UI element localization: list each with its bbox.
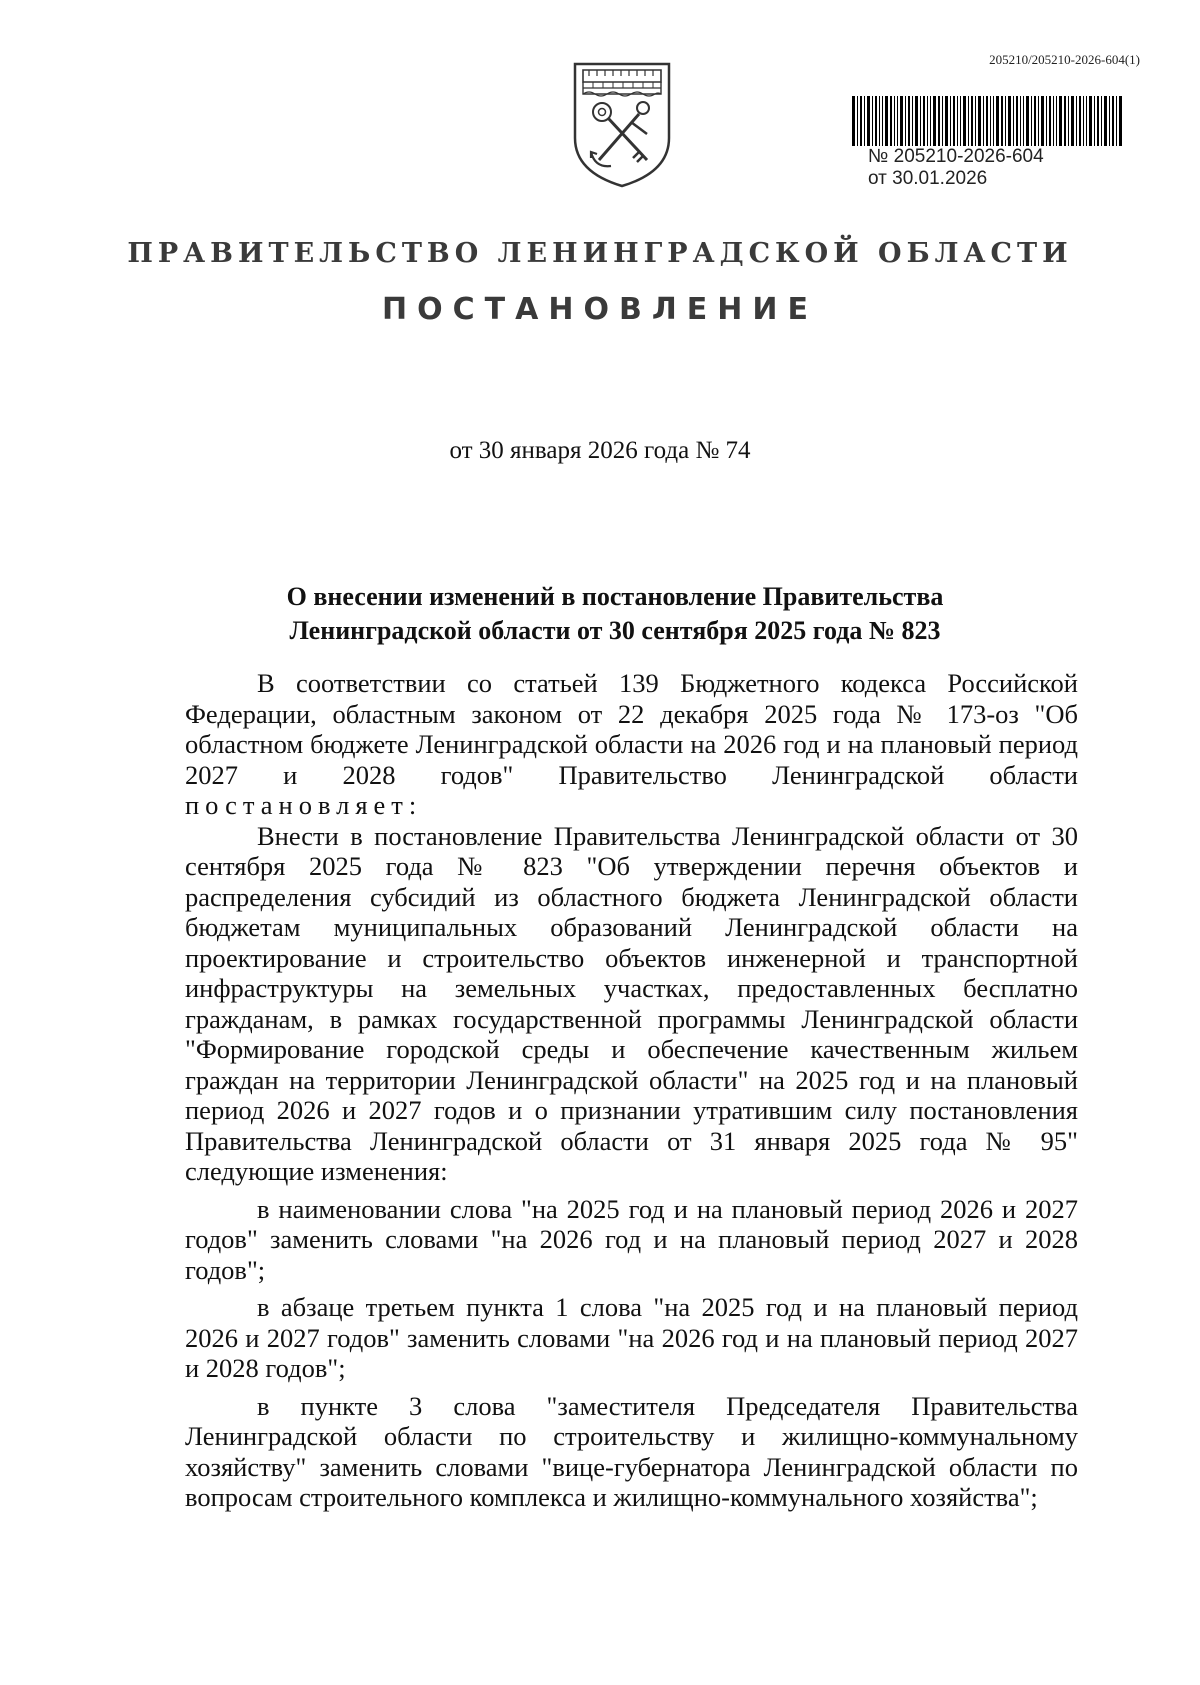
subject-line: Ленинградской области от 30 сентября 2025 года № 823 — [289, 616, 941, 645]
registration-date: от 30.01.2026 — [868, 168, 988, 189]
subject-line: О внесении изменений в постановление Правительства — [286, 582, 944, 611]
body-paragraph: в пункте 3 слова "заместителя Председателя Правительства Ленинградской области по строительству и жилищно-коммунальному хозяйству" заменить словами "вице-губернатора Ленинградской области по вопросам строительного комплекса и жилищно-коммунального хозяйства"; — [185, 1390, 1078, 1512]
document-kind: ПОСТАНОВЛЕНИЕ — [382, 292, 818, 327]
preamble-paragraph — [185, 668, 1078, 821]
body-paragraph: Внести в постановление Правительства Ленинградской области от 30 сентября 2025 года № 823 "Об утверждении перечня объектов и распределения субсидий из областного бюджета Ленинградской области бюджетам муниципальных образований Ленинградской области на проектирование и строительство объектов инженерной и транспортной инфраструктуры на земельных участках, предоставленных бесплатно гражданам, в рамках государственной программы Ленинградской области "Формирование городской среды и обеспечение качественным жильем граждан на территории Ленинградской области" на 2025 год и на плановый период 2026 и 2027 годов и о признании утратившим силу постановления Правительства Ленинградской области от 31 января 2025 года № 95" следующие изменения: — [185, 820, 1078, 1186]
registration-block — [852, 96, 1122, 190]
coat-of-arms-icon — [569, 60, 675, 188]
document-subject — [185, 580, 1045, 648]
decree-word: постановляет: — [185, 790, 423, 820]
authority-title: ПРАВИТЕЛЬСТВО ЛЕНИНГРАДСКОЙ ОБЛАСТИ — [127, 238, 1073, 269]
document-date-number: от 30 января 2026 года № 74 — [449, 437, 751, 464]
registration-number: № 205210-2026-604 — [868, 146, 1044, 167]
preamble-text: В соответствии со статьей 139 Бюджетного кодекса Российской Федерации, областным законом от 22 декабря 2025 года № 173-оз "Об областном бюджете Ленинградской области на 2026 год и на плановый период 2027 и 2028 годов" Правительство Ленинградской области — [185, 668, 1078, 790]
body-paragraph: в наименовании слова "на 2025 год и на плановый период 2026 и 2027 годов" заменить словами "на 2026 год и на плановый период 2027 и 2028 годов"; — [185, 1193, 1078, 1285]
document-reference: 205210/205210-2026-604(1) — [989, 52, 1140, 67]
barcode-icon — [852, 96, 1122, 146]
document-body — [185, 668, 1078, 1513]
body-paragraph: в абзаце третьем пункта 1 слова "на 2025 год и на плановый период 2026 и 2027 годов" заменить словами "на 2026 год и на плановый период 2027 и 2028 годов"; — [185, 1292, 1078, 1383]
